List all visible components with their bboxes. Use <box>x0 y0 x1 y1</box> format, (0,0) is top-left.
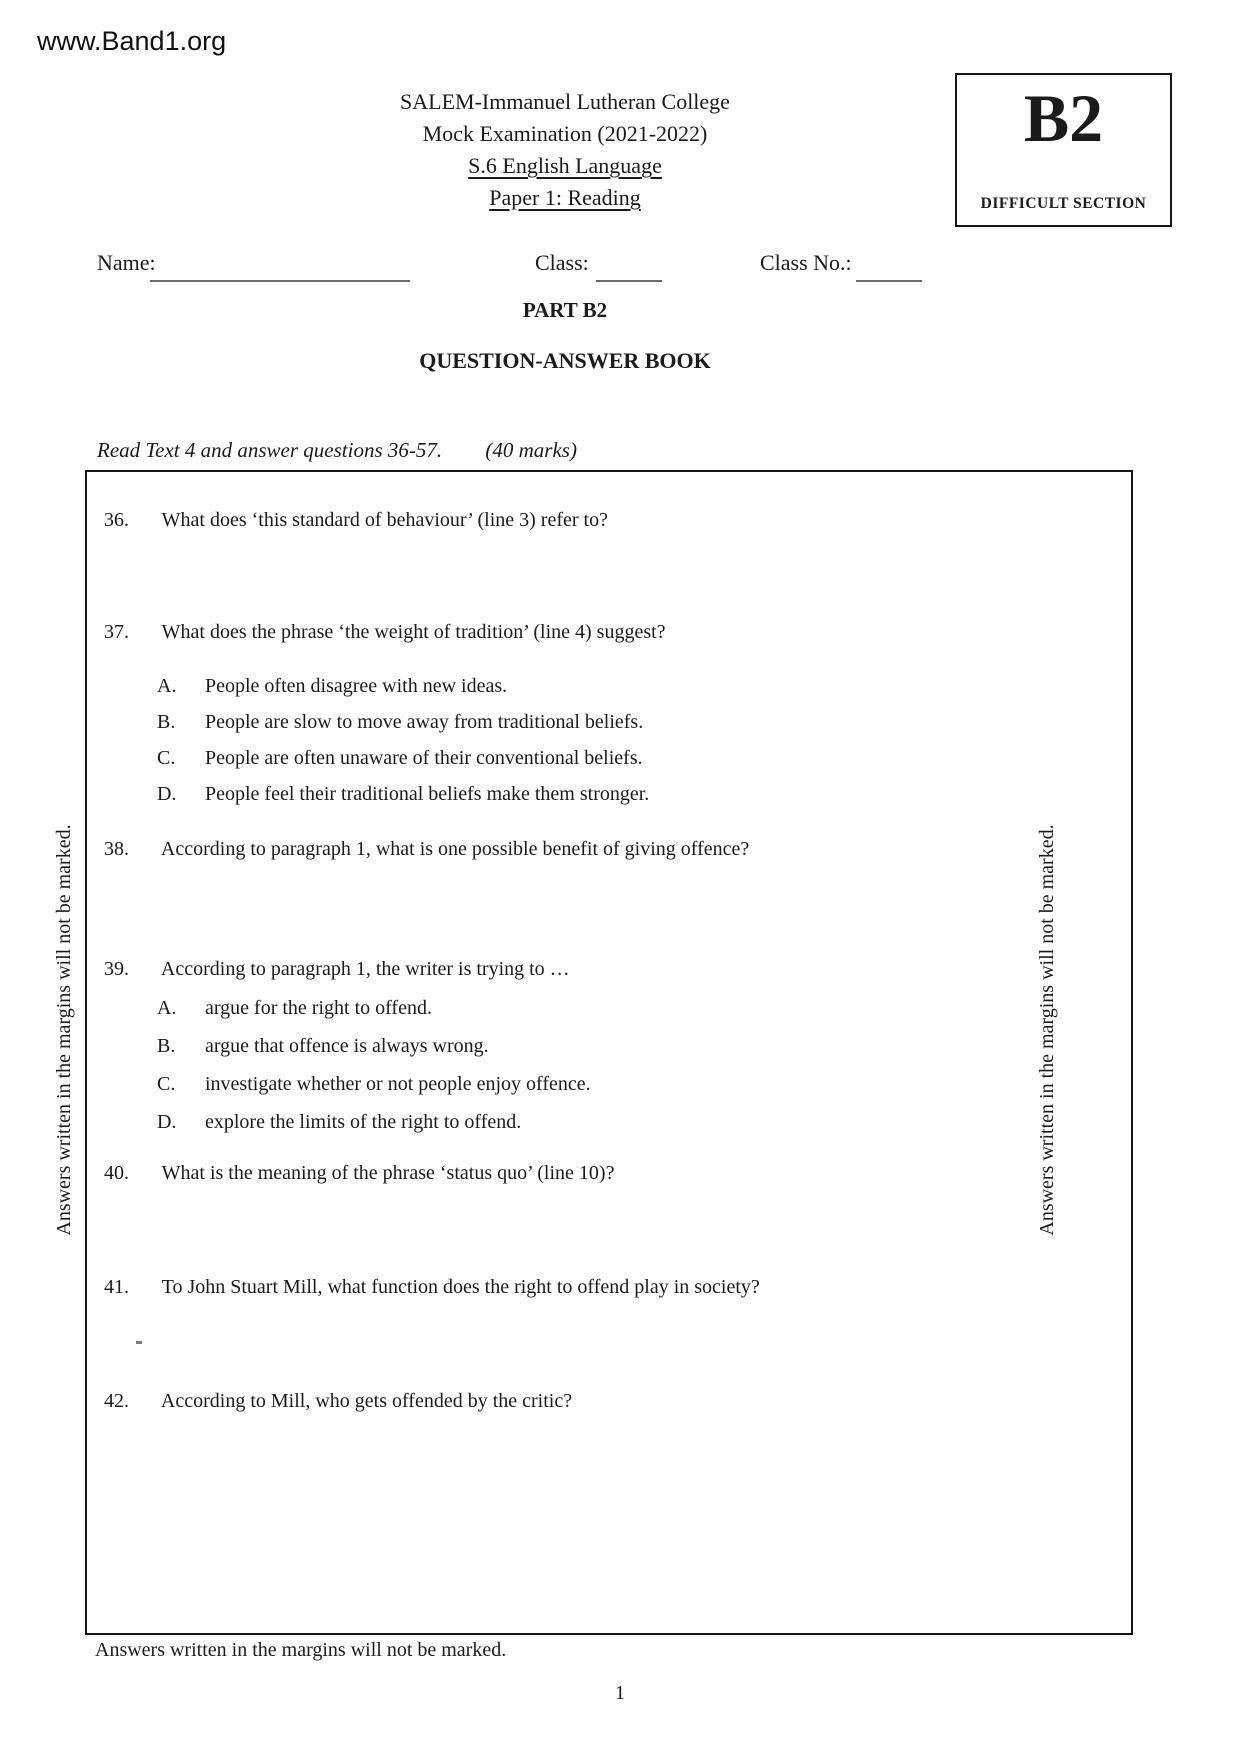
question-39-option-a <box>157 997 432 1020</box>
paper-title: Paper 1: Reading <box>489 185 641 210</box>
class-no-label: Class No.: <box>760 250 852 275</box>
question-37-option-a <box>157 675 507 698</box>
class-no-fill-line <box>856 252 922 282</box>
question-39-option-b <box>157 1035 489 1058</box>
book-title: QUESTION-ANSWER BOOK <box>419 348 711 373</box>
part-title: PART B2 <box>522 298 608 322</box>
class-label: Class: <box>535 250 589 275</box>
question-37-option-c <box>157 747 643 770</box>
instruction-line <box>97 438 577 463</box>
subject-title: S.6 English Language <box>468 153 662 178</box>
question-text: To John Stuart Mill, what function does the right to offend play in society? <box>161 1276 760 1298</box>
question-41 <box>104 1276 760 1299</box>
option-letter: B. <box>157 711 176 733</box>
question-number: 41. <box>104 1276 129 1298</box>
question-text: What is the meaning of the phrase ‘status quo’ (line 10)? <box>161 1162 615 1184</box>
question-39-option-c <box>157 1073 591 1096</box>
class-fill-line <box>596 252 662 282</box>
answer-box <box>85 470 1133 1635</box>
question-39 <box>104 958 570 981</box>
question-38 <box>104 838 749 861</box>
option-text: explore the limits of the right to offend. <box>205 1111 522 1133</box>
school-name: SALEM-Immanuel Lutheran College <box>400 89 730 114</box>
question-number: 38. <box>104 838 129 860</box>
question-text: According to Mill, who gets offended by the critic? <box>160 1390 573 1412</box>
question-36 <box>104 509 608 532</box>
name-label: Name: <box>97 250 156 275</box>
footer-margin-note: Answers written in the margins will not be marked. <box>95 1639 507 1661</box>
page-number: 1 <box>615 1682 625 1704</box>
option-letter: C. <box>157 747 176 769</box>
marks-note: (40 marks) <box>485 438 577 462</box>
question-number: 37. <box>104 621 129 643</box>
right-margin-note: Answers written in the margins will not be marked. <box>1036 824 1058 1236</box>
question-39-option-d <box>157 1111 521 1134</box>
option-text: People often disagree with new ideas. <box>205 675 508 697</box>
option-letter: B. <box>157 1035 176 1057</box>
option-text: argue for the right to offend. <box>205 997 432 1019</box>
option-letter: A. <box>157 997 177 1019</box>
option-letter: C. <box>157 1073 176 1095</box>
exam-title: Mock Examination (2021-2022) <box>422 121 708 146</box>
question-number: 39. <box>104 958 129 980</box>
option-letter: A. <box>157 675 177 697</box>
question-37-option-b <box>157 711 643 734</box>
question-37-option-d <box>157 783 649 806</box>
left-margin-note: Answers written in the margins will not be marked. <box>53 824 75 1236</box>
question-number: 36. <box>104 509 129 531</box>
question-number: 42. <box>104 1390 129 1412</box>
question-text: According to paragraph 1, what is one possible benefit of giving offence? <box>160 838 750 860</box>
option-text: investigate whether or not people enjoy offence. <box>205 1073 591 1095</box>
option-text: argue that offence is always wrong. <box>205 1035 489 1057</box>
section-label: DIFFICULT SECTION <box>980 195 1147 212</box>
watermark-text: www.Band1.org <box>37 26 227 56</box>
option-letter: D. <box>157 1111 177 1133</box>
question-42 <box>104 1390 572 1413</box>
question-text: What does the phrase ‘the weight of tradition’ (line 4) suggest? <box>161 621 666 643</box>
section-badge <box>955 73 1172 227</box>
name-fill-line <box>150 252 410 282</box>
section-code: B2 <box>1023 80 1104 156</box>
question-text: What does ‘this standard of behaviour’ (line 3) refer to? <box>161 509 608 531</box>
option-text: People are slow to move away from traditional beliefs. <box>205 711 644 733</box>
option-text: People are often unaware of their conventional beliefs. <box>205 747 643 769</box>
question-text: According to paragraph 1, the writer is trying to … <box>160 958 570 980</box>
option-letter: D. <box>157 783 177 805</box>
question-number: 40. <box>104 1162 129 1184</box>
scan-speck <box>136 1341 142 1344</box>
instruction-text: Read Text 4 and answer questions 36-57. <box>97 438 443 462</box>
question-40 <box>104 1162 614 1185</box>
option-text: People feel their traditional beliefs make them stronger. <box>205 783 650 805</box>
question-37 <box>104 621 666 644</box>
